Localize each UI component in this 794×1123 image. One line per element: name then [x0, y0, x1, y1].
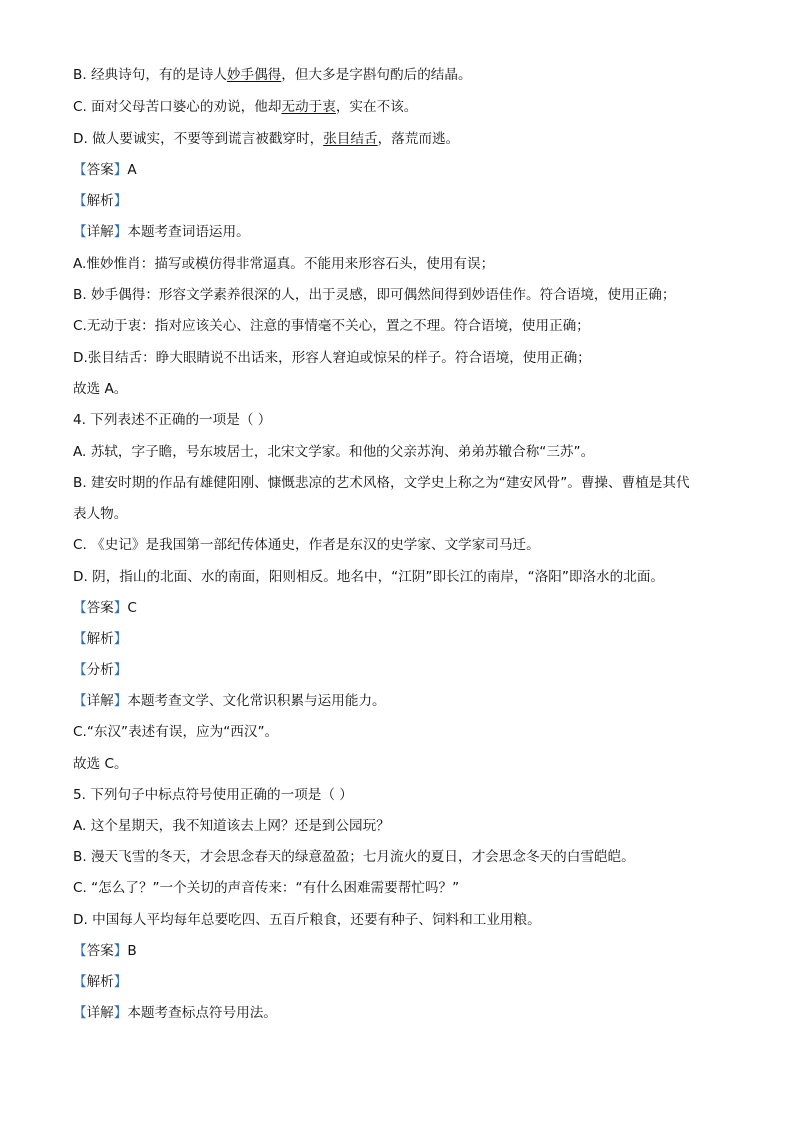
q4-detail: [73, 692, 386, 710]
bracket-left: 【: [73, 693, 87, 709]
q3-answer: [73, 161, 137, 179]
bracket-right: 】: [113, 1005, 128, 1021]
answer-label: 答案: [86, 162, 114, 178]
q3-option-d: [73, 130, 459, 148]
bracket-left: 【: [73, 193, 87, 209]
q3-explain-c: C.无动于衷：指对应该关心、注意的事情毫不关心，置之不理。符合语境，使用正确；: [73, 318, 590, 334]
q3-conclusion: 故选 A。: [73, 381, 128, 397]
detail-label: 详解: [86, 693, 114, 709]
q4-explain: C.“东汉”表述有误，应为“西汉”。: [73, 724, 279, 740]
q3-explain-a: A.惟妙惟肖：描写或模仿得非常逼真。不能用来形容石头，使用有误；: [73, 256, 495, 272]
q5-option-d: D. 中国每人平均每年总要吃四、五百斤粮食，还要有种子、饲料和工业用粮。: [73, 912, 541, 928]
q5-option-b: B. 漫天飞雪的冬天，才会思念春天的绿意盈盈；七月流火的夏日，才会思念冬天的白雪皑皑。: [73, 849, 635, 865]
q3-explain-b: B. 妙手偶得：形容文学素养很深的人，出于灵感，即可偶然间得到妙语佳作。符合语境，使用正确；: [73, 287, 676, 303]
q3-detail: [73, 223, 250, 241]
q5-detail: [73, 1004, 277, 1022]
option-text: B. 经典诗句，有的是诗人: [73, 67, 227, 83]
analysis-label: 解析: [86, 631, 114, 647]
bracket-left: 【: [73, 943, 87, 959]
analysis-label: 解析: [86, 974, 114, 990]
q4-fenxi: [73, 661, 127, 679]
q3-option-c: [73, 98, 417, 116]
bracket-right: 】: [113, 662, 128, 678]
bracket-right: 】: [113, 693, 128, 709]
option-text: C. 面对父母苦口婆心的劝说，他却: [73, 99, 282, 115]
bracket-right: 】: [113, 943, 128, 959]
q4-option-d: D. 阴，指山的北面、水的南面，阳则相反。地名中，“江阴”即长江的南岸，“洛阳”即洛水的北面。: [73, 569, 665, 585]
bracket-left: 【: [73, 162, 87, 178]
q3-option-b: [73, 66, 472, 84]
bracket-left: 【: [73, 662, 87, 678]
bracket-left: 【: [73, 600, 87, 616]
bracket-left: 【: [73, 631, 87, 647]
bracket-right: 】: [113, 600, 128, 616]
underlined-term: 妙手偶得: [226, 67, 282, 83]
q5-option-c: C. “怎么了？”一个关切的声音传来：“有什么困难需要帮忙吗？”: [73, 880, 460, 896]
detail-label: 详解: [86, 1005, 114, 1021]
q3-explain-d: D.张目结舌：睁大眼睛说不出话来，形容人窘迫或惊呆的样子。符合语境，使用正确；: [73, 350, 591, 366]
q5-option-a: A. 这个星期天，我不知道该去上网？还是到公园玩？: [73, 818, 390, 834]
detail-text: 本题考查词语运用。: [127, 224, 250, 240]
underlined-term: 张目结舌: [323, 131, 378, 147]
bracket-right: 】: [113, 631, 128, 647]
q4-stem: 4. 下列表述不正确的一项是（ ）: [73, 412, 272, 428]
answer-label: 答案: [86, 943, 114, 959]
analysis-label: 解析: [86, 193, 114, 209]
q4-option-a: A. 苏轼，字子瞻，号东坡居士，北宋文学家。和他的父亲苏洵、弟弟苏辙合称“三苏”。: [73, 444, 595, 460]
q5-stem: 5. 下列句子中标点符号使用正确的一项是（ ）: [73, 787, 353, 803]
option-text: ，落荒而逃。: [377, 131, 460, 147]
bracket-left: 【: [73, 1005, 87, 1021]
option-text: D. 做人要诚实，不要等到谎言被戳穿时，: [73, 131, 324, 147]
q4-conclusion: 故选 C。: [73, 756, 128, 772]
q4-option-b: B. 建安时期的作品有雄健阳刚、慷慨悲凉的艺术风格，文学史上称之为“建安风骨”。曹操、曹植是其代: [73, 475, 690, 491]
answer-value: B: [127, 943, 137, 959]
answer-value: A: [127, 162, 137, 178]
fenxi-label: 分析: [86, 662, 114, 678]
q3-analysis: [73, 192, 127, 210]
bracket-left: 【: [73, 224, 87, 240]
bracket-left: 【: [73, 974, 87, 990]
bracket-right: 】: [113, 224, 128, 240]
option-text: ，但大多是字斟句酌后的结晶。: [281, 67, 472, 83]
q5-analysis: [73, 973, 127, 991]
detail-text: 本题考查文学、文化常识积累与运用能力。: [127, 693, 386, 709]
q4-analysis: [73, 630, 127, 648]
q4-option-c: C. 《史记》是我国第一部纪传体通史，作者是东汉的史学家、文学家司马迁。: [73, 537, 540, 553]
q5-answer: [73, 942, 137, 960]
option-text: ，实在不该。: [335, 99, 418, 115]
answer-label: 答案: [86, 600, 114, 616]
bracket-right: 】: [113, 193, 128, 209]
q4-option-b-cont: 表人物。: [73, 506, 128, 522]
underlined-term: 无动于衷: [281, 99, 336, 115]
bracket-right: 】: [113, 974, 128, 990]
detail-label: 详解: [86, 224, 114, 240]
bracket-right: 】: [113, 162, 128, 178]
q4-answer: [73, 599, 137, 617]
detail-text: 本题考查标点符号用法。: [127, 1005, 277, 1021]
answer-value: C: [127, 600, 137, 616]
